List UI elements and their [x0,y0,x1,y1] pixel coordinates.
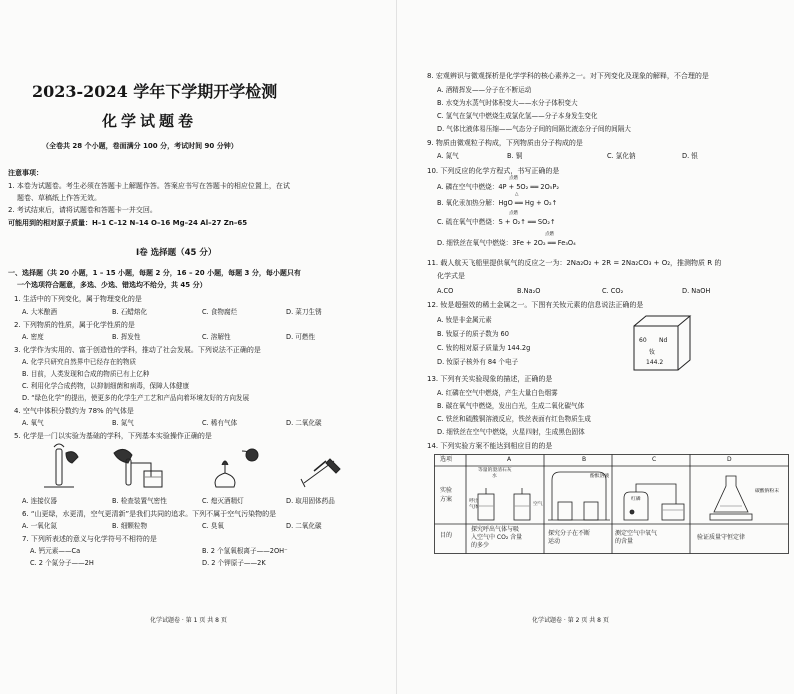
option: A. 密度 [22,333,44,341]
reaction-condition: △ [515,192,519,197]
option: C. 利用化学合成药物，以抑制细菌和病毒，保障人体健康 [22,382,190,390]
option: D. “绿色化学”的提出，使更多的化学生产工艺和产品向着环境友好的方向发展 [22,394,250,402]
element-atomic-number: 60 [639,337,647,344]
option: D. 二氧化碳 [286,522,322,530]
reaction-condition: 点燃 [545,232,554,237]
option: A. 一氧化氮 [22,522,57,530]
purpose-text: 验证质量守恒定律 [697,534,746,541]
question-stem: 4. 空气中体积分数约为 78% 的气体是 [14,407,134,415]
figure-annotation: 水 [492,474,497,479]
row-label: 方案 [440,496,453,503]
row-label: 目的 [440,532,453,539]
reaction-condition: 点燃 [509,176,518,181]
question-stem: 2. 下列物质的性质，属于化学性质的是 [14,321,135,329]
question-stem: 7. 下列所表述的意义与化学符号不相符的是 [22,535,157,543]
option: D. 取用固体药品 [286,497,335,505]
option: A. 磷在空气中燃烧：4P + 5O₂ ══ 2O₅P₂ [437,183,560,191]
purpose-text: 运动 [548,538,561,545]
figure-annotation: 空气 [533,502,543,507]
purpose-text: 的多少 [471,542,490,549]
notes-heading: 注意事项： [8,169,43,177]
option: A. 连接仪器 [22,497,57,505]
option: C. 铁丝和硫酸铜溶液反应，铁丝表面有红色物质生成 [437,415,591,423]
option: C. 食物腐烂 [202,308,238,316]
option: B. 目前，人类发现和合成的物质已有上亿种 [22,370,150,378]
table-header-cell: A [507,456,512,463]
option: C. 溶解性 [202,333,231,341]
note-line: 2. 考试结束后，请将试题卷和答题卡一并交回。 [8,206,157,214]
option: D. 菜刀生锈 [286,308,322,316]
option: A.CO [437,287,454,295]
option: D. 二氧化碳 [286,419,322,427]
option: B. 氮气 [112,419,134,427]
option: B. 石蜡熔化 [112,308,148,316]
element-mass: 144.2 [646,359,664,366]
option: C. 氢气在氯气中燃烧生成氯化氢——分子本身发生变化 [437,112,598,120]
table-header-cell: B [582,456,587,463]
element-name: 钕 [649,349,656,356]
option: B.Na₂O [517,287,541,295]
atomic-masses-values: H–1 C–12 N–14 O–16 Mg–24 Al–27 Zn–65 [92,219,248,227]
option: D. 银 [682,152,698,160]
right-page [397,0,794,694]
question-stem: 6. “山更绿，水更清，空气更清新”是我们共同的追求。下列不属于空气污染物的是 [22,510,277,518]
option: B. 氧化汞加热分解：HgO ══ Hg + O₂↑ [437,199,558,207]
note-line: 题卷、草稿纸上作答无效。 [17,194,101,202]
figure-annotation: 红磷 [631,497,641,502]
purpose-text: 探究呼出气体与吸 [471,526,520,533]
option: A. 氧气 [22,419,44,427]
page-footer: 化学试题卷 · 第 1 页 共 8 页 [150,617,227,624]
option: C. 熄灭酒精灯 [202,497,244,505]
option: C. 钕的相对原子质量为 144.2g [437,344,531,352]
question-stem: 11. 载人航天飞船里提供氧气的反应之一为：2Na₂O₂ + 2R = 2Na₂CO₃ + O₂，推测物质 R 的 [427,259,722,267]
option: B. 水变为水蒸气时体积变大——水分子体积变大 [437,99,578,107]
table-header-cell: 选项 [440,456,453,463]
option: D. 细铁丝在氧气中燃烧：3Fe + 2O₂ ══ Fe₃O₄ [437,239,576,247]
option: C. 2 个氮分子——2H [30,559,94,567]
option: D. 气体比液体易压缩——气态分子间的间隔比液态分子间的间隔大 [437,125,631,133]
option: B. 碳在氧气中燃烧，发出白光，生成二氧化碳气体 [437,402,585,410]
option: C. 臭氧 [202,522,224,530]
option: B. 检查装置气密性 [112,497,167,505]
option: C. CO₂ [602,287,624,295]
reaction-condition: 点燃 [509,211,518,216]
option: B. 挥发性 [112,333,141,341]
atomic-masses-label: 可能用到的相对原子质量： [8,219,92,227]
row-label: 实验 [440,487,453,494]
section-heading: Ⅰ卷 选择题（45 分） [136,248,217,258]
section-intro: 一、选择题（共 20 小题，1 – 15 小题，每题 2 分，16 – 20 小题，每题 3 分，每小题只有 [8,269,301,277]
note-line: 1. 本卷为试题卷。考生必须在答题卡上解题作答。答案应书写在答题卡的相应位置上，在试 [8,182,290,190]
question-stem: 5. 化学是一门以实验为基础的学科，下列基本实验操作正确的是 [14,432,212,440]
table-header-cell: D [727,456,732,463]
atomic-masses [8,220,247,227]
option: A. 钙元素——Ca [30,547,81,555]
section-intro: 一个选项符合题意，多选、少选、错选均不给分，共 45 分） [17,281,207,289]
question-stem: 14. 下列实验方案不能达到相应目的的是 [427,442,553,450]
exam-title: 2023-2024 学年下学期开学检测 [32,82,278,101]
option: A. 酒精挥发——分子在不断运动 [437,86,532,94]
question-stem-continued: 化学式是 [437,272,465,280]
option: A. 氮气 [437,152,459,160]
figure-annotation: 碳酸钠粉末 [755,489,779,494]
option: D. 细铁丝在空气中燃烧，火星四射，生成黑色固体 [437,428,585,436]
option: D. NaOH [682,287,711,295]
question-stem: 3. 化学作为实用的、富于创造性的学科，推动了社会发展。下列说法不正确的是 [14,346,261,354]
question-stem: 1. 生活中的下列变化，属于物理变化的是 [14,295,142,303]
option: A. 大米酿酒 [22,308,57,316]
purpose-text: 测定空气中氧气 [615,530,658,537]
lab-operations-figure [14,443,384,495]
element-symbol: Nd [659,337,668,344]
option: C. 硫在氧气中燃烧：S + O₂↑ ══ SO₂↑ [437,218,556,226]
option: A. 钕是非金属元素 [437,316,492,324]
option: B. 细颗粒物 [112,522,148,530]
table-header-cell: C [652,456,657,463]
option: D. 2 个钾原子——2K [202,559,266,567]
exam-subtitle: 化学试题卷 [102,112,198,130]
page-footer: 化学试题卷 · 第 2 页 共 8 页 [532,617,609,624]
question-stem: 9. 物质由微观粒子构成，下列物质由分子构成的是 [427,139,583,147]
purpose-text: 入空气中 CO₂ 含量 [471,534,523,541]
figure-annotation: 酚酞溶液 [590,474,610,479]
option: D. 可燃性 [286,333,316,341]
figure-annotation: 气体 [469,505,479,510]
question-stem: 10. 下列反应的化学方程式，书写正确的是 [427,167,560,175]
option: C. 氯化钠 [607,152,636,160]
purpose-text: 探究分子在不断 [548,530,591,537]
option: A. 化学只研究自然界中已经存在的物质 [22,358,137,366]
question-stem: 12. 钕是超强效的稀土金属之一。下图有关钕元素的信息说法正确的是 [427,301,644,309]
question-stem: 13. 下列有关实验现象的描述，正确的是 [427,375,553,383]
option: B. 2 个氢氧根离子——2OH⁻ [202,547,288,555]
purpose-text: 的含量 [615,538,634,545]
figure-annotation: 呼出 [469,499,479,504]
option: B. 铜 [507,152,523,160]
option: C. 稀有气体 [202,419,238,427]
option: B. 钕原子的质子数为 60 [437,330,509,338]
question-stem: 8. 宏观辨识与微观探析是化学学科的核心素养之一。对下列变化及现象的解释，不合理的是 [427,72,709,80]
option: A. 红磷在空气中燃烧，产生大量白色烟雾 [437,389,558,397]
exam-info: （全卷共 28 个小题，卷面满分 100 分，考试时间 90 分钟） [42,142,238,150]
figure-annotation: 等量的澄清石灰 [478,468,512,473]
option: D. 钕原子核外有 84 个电子 [437,358,519,366]
